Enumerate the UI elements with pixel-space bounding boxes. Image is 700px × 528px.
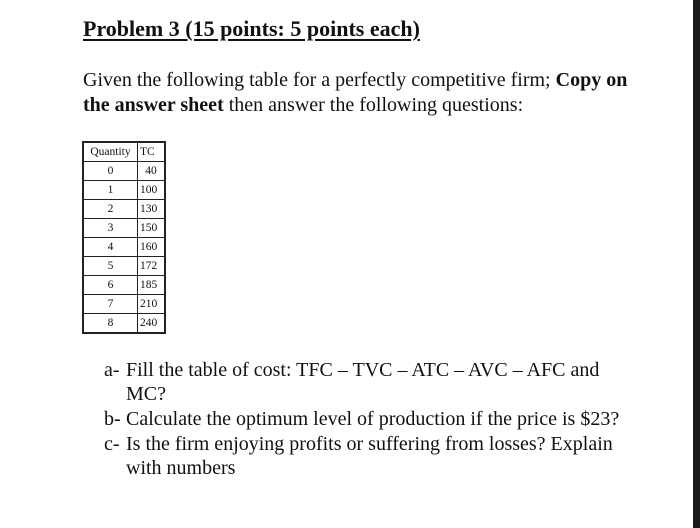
cell-quantity: 6 [84,276,138,295]
cell-tc: 150 [138,219,165,238]
question-item-a [104,358,644,406]
cell-tc: 160 [138,238,165,257]
cell-quantity: 5 [84,257,138,276]
question-marker: a- [104,359,120,381]
table-row [84,162,165,181]
cost-table [83,142,165,333]
cell-tc: 210 [138,295,165,314]
question-marker: b- [104,408,121,430]
question-item-c [104,432,644,480]
cell-quantity: 2 [84,200,138,219]
header-tc: TC [138,143,165,162]
table-row [84,314,165,333]
table-header-row [84,143,165,162]
cell-quantity: 8 [84,314,138,333]
table-row [84,219,165,238]
cell-quantity: 4 [84,238,138,257]
intro-paragraph [83,68,643,118]
cell-tc: 240 [138,314,165,333]
question-text: Calculate the optimum level of production if the price is $23? [126,408,620,430]
cell-quantity: 3 [84,219,138,238]
question-list [104,358,644,481]
cell-quantity: 7 [84,295,138,314]
intro-text-1: Given the following table for a perfectly competitive firm; [83,69,556,91]
cell-tc: 130 [138,200,165,219]
cell-tc: 100 [138,181,165,200]
intro-bold-instruction: Copy on the answer sheet [83,69,628,116]
cell-tc: 185 [138,276,165,295]
table-row [84,238,165,257]
question-item-b [104,407,644,431]
intro-text-2: then answer the following questions: [223,94,524,116]
problem-title: Problem 3 (15 points: 5 points each) [83,16,420,41]
right-edge-bar [693,0,700,528]
question-marker: c- [104,433,120,455]
question-text: Fill the table of cost: TFC – TVC – ATC – AVC – AFC and MC? [126,359,600,405]
table-row [84,200,165,219]
cell-tc: 172 [138,257,165,276]
question-text: Is the firm enjoying profits or suffering from losses? Explain with numbers [126,433,613,479]
table-row [84,295,165,314]
cell-tc: 40 [138,162,165,181]
header-quantity: Quantity [84,143,138,162]
cell-quantity: 1 [84,181,138,200]
cell-quantity: 0 [84,162,138,181]
table-row [84,181,165,200]
table-row [84,276,165,295]
table-row [84,257,165,276]
